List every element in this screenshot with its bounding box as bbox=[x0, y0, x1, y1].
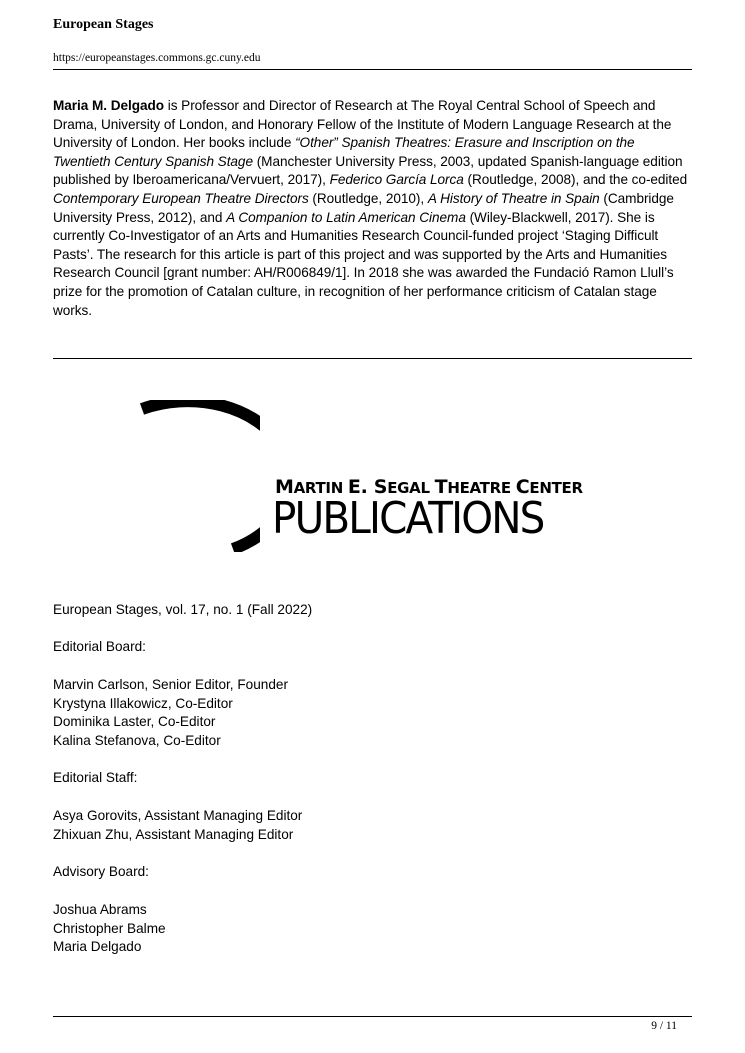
editorial-board-list bbox=[53, 676, 288, 750]
logo-text: EGAL bbox=[387, 479, 435, 497]
book-title: A History of Theatre in Spain bbox=[427, 190, 600, 206]
logo-arc-icon bbox=[140, 400, 260, 552]
page-number: 9 / 11 bbox=[651, 1020, 677, 1032]
list-item: Joshua Abrams bbox=[53, 902, 147, 917]
advisory-board-heading: Advisory Board: bbox=[53, 864, 149, 879]
logo-text: ENTER bbox=[529, 479, 583, 497]
advisory-board-list bbox=[53, 901, 166, 957]
logo-text: C bbox=[515, 476, 530, 498]
list-item: Christopher Balme bbox=[53, 920, 166, 936]
editorial-staff-heading: Editorial Staff: bbox=[53, 770, 138, 785]
bio-text: (Manchester University Press, 2003, updated Spanish-language edition published by Iberoamericana/Vervuert, 2017), bbox=[53, 153, 683, 188]
bio-text: (Cambridge University Press, 2012), and bbox=[53, 190, 674, 225]
logo-text: E. S bbox=[347, 476, 388, 498]
bio-text: (Routledge, 2010), bbox=[308, 190, 428, 206]
footer-divider bbox=[53, 1016, 692, 1017]
header-divider bbox=[53, 69, 692, 70]
logo-text: HEATRE bbox=[447, 479, 516, 497]
segal-center-logo bbox=[140, 400, 610, 552]
logo-text: T bbox=[434, 476, 448, 498]
book-title: A Companion to Latin American Cinema bbox=[226, 209, 466, 225]
list-item: Marvin Carlson, Senior Editor, Founder bbox=[53, 677, 288, 692]
logo-text: ARTIN bbox=[293, 479, 348, 497]
header-title: European Stages bbox=[53, 17, 154, 32]
bio-text: (Routledge, 2008), and the co-edited bbox=[463, 172, 688, 188]
list-item: Zhixuan Zhu, Assistant Managing Editor bbox=[53, 826, 294, 842]
bio-text: is Professor and Director of Research at The Royal Central School of Speech and Drama, University of London, and Honorary Fellow of the Institute of Modern Language Research at the University of London. Her books include bbox=[53, 98, 672, 151]
author-name: Maria M. Delgado bbox=[53, 98, 164, 113]
list-item: Asya Gorovits, Assistant Managing Editor bbox=[53, 808, 303, 823]
list-item: Maria Delgado bbox=[53, 939, 142, 955]
book-title: “Other” Spanish Theatres: Erasure and Inscription on the Twentieth Century Spanish Stage bbox=[53, 135, 635, 169]
header-url[interactable]: https://europeanstages.commons.gc.cuny.edu bbox=[53, 52, 261, 64]
book-title: Contemporary European Theatre Directors bbox=[53, 190, 309, 206]
logo-text: M bbox=[275, 476, 294, 498]
logo-line-2: PUBLICATIONS bbox=[272, 493, 544, 544]
editorial-staff-list bbox=[53, 807, 302, 844]
issue-info: European Stages, vol. 17, no. 1 (Fall 2022) bbox=[53, 602, 313, 617]
list-item: Kalina Stefanova, Co-Editor bbox=[53, 732, 221, 748]
list-item: Krystyna Illakowicz, Co-Editor bbox=[53, 695, 233, 711]
author-bio bbox=[53, 97, 693, 320]
bio-divider bbox=[53, 358, 692, 359]
list-item: Dominika Laster, Co-Editor bbox=[53, 714, 216, 730]
book-title: Federico García Lorca bbox=[329, 172, 464, 188]
bio-text: (Wiley-Blackwell, 2017). She is currently Co-Investigator of an Arts and Humanities Research Council-funded project ‘Staging Difficult Pasts’. The research for this article is part of this project and was supported by the Arts and Humanities Research Council [grant number: AH/R006849/1]. In 2018 she was awarded the Fundació Ramon Llull’s prize for the promotion of Catalan culture, in recognition of her performance criticism of Catalan stage works. bbox=[53, 209, 674, 318]
editorial-board-heading: Editorial Board: bbox=[53, 639, 146, 654]
